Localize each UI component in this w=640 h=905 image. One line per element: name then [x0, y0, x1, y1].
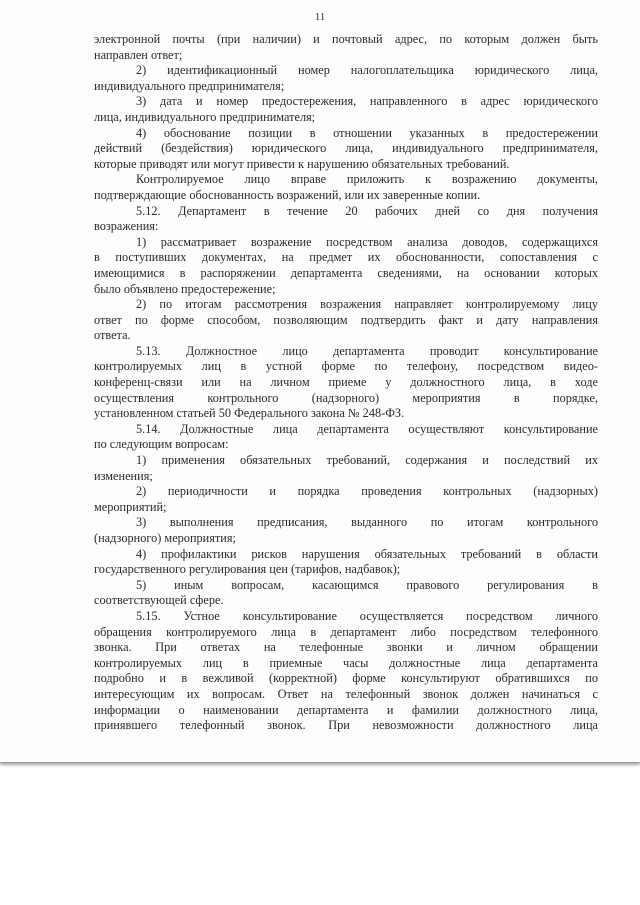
text-line: 2) идентификационный номер налогоплательщика юридического лица,: [136, 63, 598, 78]
text-line: конференц-связи или на личном приеме у должностного лица, в ходе: [94, 375, 598, 390]
text-line: 2) по итогам рассмотрения возражения направляет контролируемому лицу: [136, 297, 598, 312]
text-line: 4) обоснование позиции в отношении указанных в предостережении: [136, 125, 598, 140]
text-line: соответствующей сфере.: [94, 593, 224, 608]
text-line: ответа.: [94, 328, 131, 343]
text-line: направлен ответ;: [94, 47, 183, 62]
text-line: подробно и в вежливой (корректной) форме консультируют обратившихся по: [94, 671, 598, 686]
text-line: 5) иным вопросам, касающимся правового регулирования в: [136, 577, 598, 592]
text-line: 1) рассматривает возражение посредством анализа доводов, содержащихся: [136, 234, 598, 249]
text-line: 5.12. Департамент в течение 20 рабочих дней со дня получения: [136, 203, 598, 218]
text-line: было объявлено предостережение;: [94, 281, 276, 296]
text-line: звонка. При ответах на телефонные звонки и личном обращении: [94, 640, 598, 655]
text-line: принявшего телефонный звонок. При невозможности должностного лица: [94, 718, 598, 733]
text-line: 4) профилактики рисков нарушения обязательных требований в области: [136, 546, 598, 561]
text-line: государственного регулирования цен (тарифов, надбавок);: [94, 562, 401, 577]
text-line: возражения:: [94, 219, 159, 234]
text-line: (надзорного) мероприятия;: [94, 531, 236, 545]
text-line: подтверждающие обоснованность возражений, или их заверенные копии.: [94, 187, 481, 202]
text-line: 5.15. Устное консультирование осуществляется посредством личного: [136, 608, 598, 623]
text-line: осуществления контрольного (надзорного) мероприятия в порядке,: [94, 390, 598, 405]
text-line: ответ по форме способом, позволяющим подтвердить факт и дату направления: [94, 312, 598, 327]
text-line: Контролируемое лицо вправе приложить к возражению документы,: [136, 172, 598, 187]
text-line: которые приводят или могут привести к нарушению обязательных требований.: [94, 156, 510, 171]
text-line: 2) периодичности и порядка проведения контрольных (надзорных): [136, 484, 598, 499]
text-line: мероприятий;: [94, 499, 167, 514]
text-line: по следующим вопросам:: [94, 437, 229, 452]
text-line: лица, индивидуального предпринимателя;: [94, 109, 316, 124]
document-body: [94, 32, 598, 734]
text-line: контролируемых лиц в устной форме по телефону, посредством видео-: [94, 359, 598, 374]
text-line: имеющимися в распоряжении департамента сведениями, на основании которых: [94, 265, 598, 280]
text-line: действий (бездействия) юридического лица, индивидуального предпринимателя,: [94, 141, 598, 156]
text-line: 5.13. Должностное лицо департамента проводит консультирование: [136, 343, 598, 358]
text-line: электронной почты (при наличии) и почтовый адрес, по которым должен быть: [94, 32, 598, 46]
page-number: 11: [314, 11, 326, 23]
text-line: контролируемых лиц в приемные часы должностные лица департамента: [94, 655, 598, 670]
text-line: изменения;: [94, 468, 153, 483]
text-line: 3) дата и номер предостережения, направленного в адрес юридического: [136, 94, 598, 109]
text-line: 5.14. Должностные лица департамента осуществляют консультирование: [136, 421, 598, 436]
text-line: в поступивших документах, на предмет их обоснованности, сопоставления с: [94, 250, 598, 265]
text-line: индивидуального предпринимателя;: [94, 78, 285, 93]
text-line: установленном статьей 50 Федерального закона № 248-ФЗ.: [94, 406, 405, 421]
text-line: обращения контролируемого лица в департамент либо посредством телефонного: [94, 624, 598, 639]
text-line: 3) выполнения предписания, выданного по итогам контрольного: [136, 515, 598, 530]
text-line: информации о наименовании департамента и фамилии должностного лица,: [94, 702, 598, 717]
text-line: 1) применения обязательных требований, содержания и последствий их: [136, 453, 598, 468]
text-line: интересующим их вопросам. Ответ на телефонный звонок должен начинаться с: [94, 686, 598, 701]
